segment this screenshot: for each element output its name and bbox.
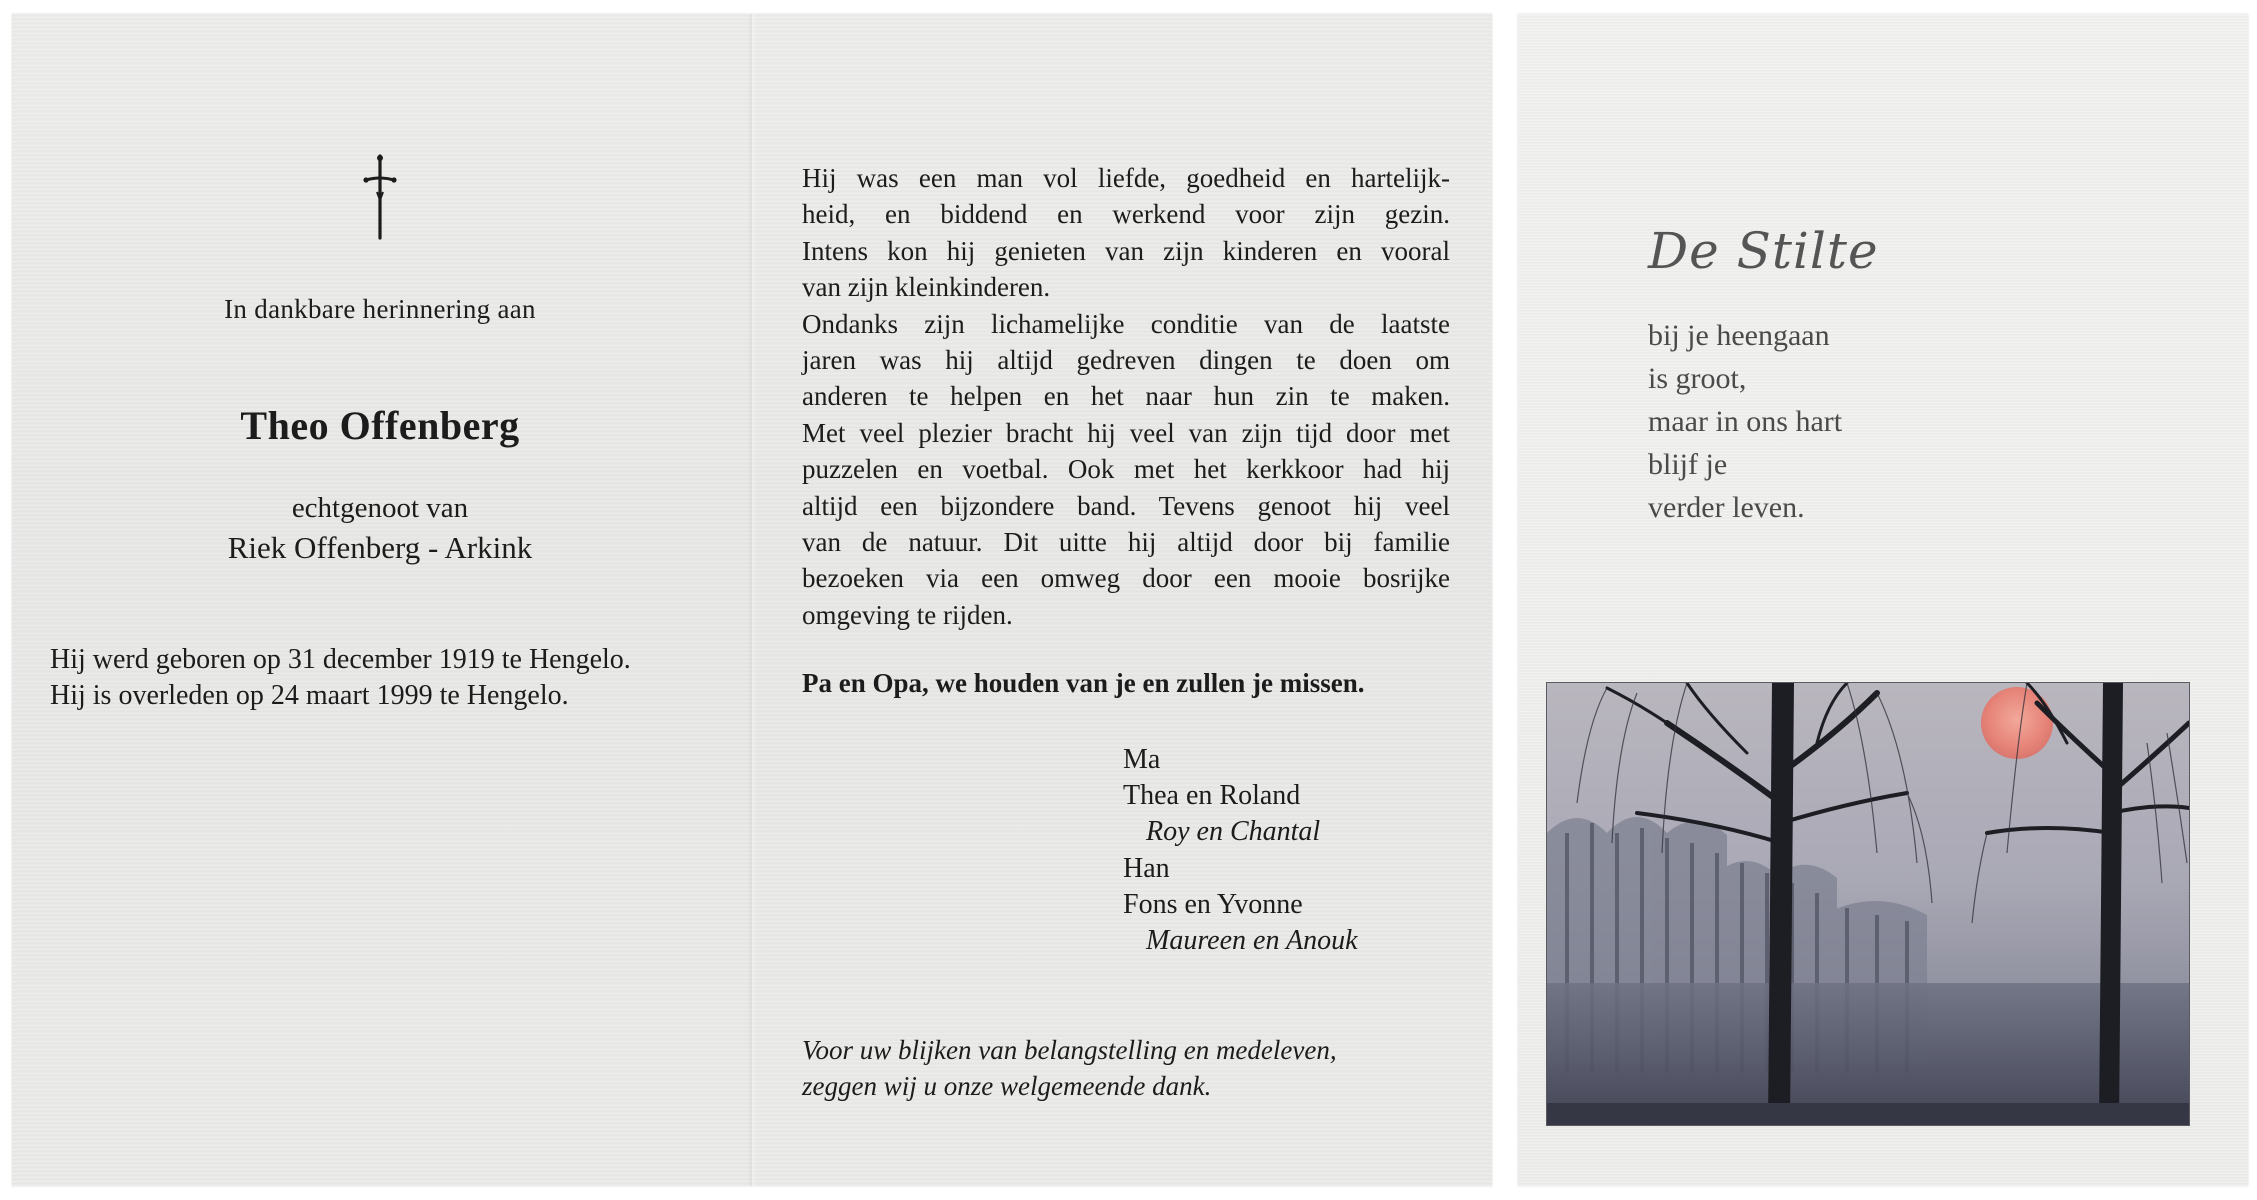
thanks-line: zeggen wij u onze welgemeende dank. (802, 1071, 1212, 1101)
poem-line: maar in ons hart (1648, 405, 1843, 438)
biography-line: van zijn kleinkinderen. (802, 272, 1051, 303)
thanks-text (802, 1032, 1462, 1104)
biography-line: puzzelen en voetbal. Ook met het kerkkoor had hij (802, 454, 1450, 485)
grandchildren: Maureen en Anouk (1146, 924, 1358, 956)
biography-line: Intens kon hij genieten van zijn kinderen en vooral (802, 235, 1450, 266)
life-dates (50, 642, 730, 714)
deceased-name: Theo Offenberg (240, 403, 520, 448)
biography-line: anderen te helpen en het naar hun zin te maken. (802, 381, 1450, 412)
poem-line: bij je heengaan (1648, 319, 1830, 352)
biography-line: heid, en biddend en werkend voor zijn gezin. (802, 199, 1450, 230)
family-member: Ma (1123, 744, 1161, 775)
thanks-line: Voor uw blijken van belangstelling en medeleven, (802, 1035, 1337, 1065)
cross-icon (360, 152, 400, 242)
poem-card (1518, 14, 2248, 1186)
poem-line: blijf je (1648, 448, 1728, 481)
birth-line: Hij werd geboren op 31 december 1919 te Hengelo. (50, 644, 631, 675)
death-line: Hij is overleden op 24 maart 1999 te Hengelo. (50, 680, 569, 711)
biography-line: jaren was hij altijd gedreven dingen te doen om (802, 344, 1450, 375)
farewell-line: Pa en Opa, we houden van je en zullen je missen. (802, 668, 1365, 698)
biography-text (802, 160, 1450, 633)
biography-line: Met veel plezier bracht hij veel van zijn tijd door met (802, 417, 1450, 448)
folded-card (12, 14, 1492, 1186)
poem-line: verder leven. (1648, 491, 1805, 524)
poem-title: De Stilte (1648, 222, 1879, 280)
grandchildren: Roy en Chantal (1146, 816, 1321, 848)
family-member: Thea en Roland (1123, 780, 1301, 812)
biography-line: Ondanks zijn lichamelijke conditie van de laatste (802, 308, 1450, 339)
family-member: Fons en Yvonne (1123, 888, 1303, 920)
poem-verse (1648, 314, 1842, 529)
spouse-name: Riek Offenberg - Arkink (227, 530, 533, 565)
biography-line: omgeving te rijden. (802, 599, 1013, 630)
sunset-trees-photo (1546, 682, 2190, 1126)
biography-line: bezoeken via een omweg door een mooie bosrijke (802, 563, 1450, 594)
biography-line: van de natuur. Dit uitte hij altijd door bij familie (802, 526, 1450, 557)
card-fold (748, 14, 756, 1186)
poem-line: is groot, (1648, 362, 1747, 395)
family-member: Han (1123, 852, 1170, 884)
biography-line: Hij was een man vol liefde, goedheid en hartelijk- (802, 163, 1450, 193)
biography-line: altijd een bijzondere band. Tevens genoot hij veel (802, 490, 1450, 521)
dedication-text: In dankbare herinnering aan (224, 294, 536, 324)
spouse-label: echtgenoot van (291, 492, 469, 524)
family-list (1123, 742, 1358, 959)
